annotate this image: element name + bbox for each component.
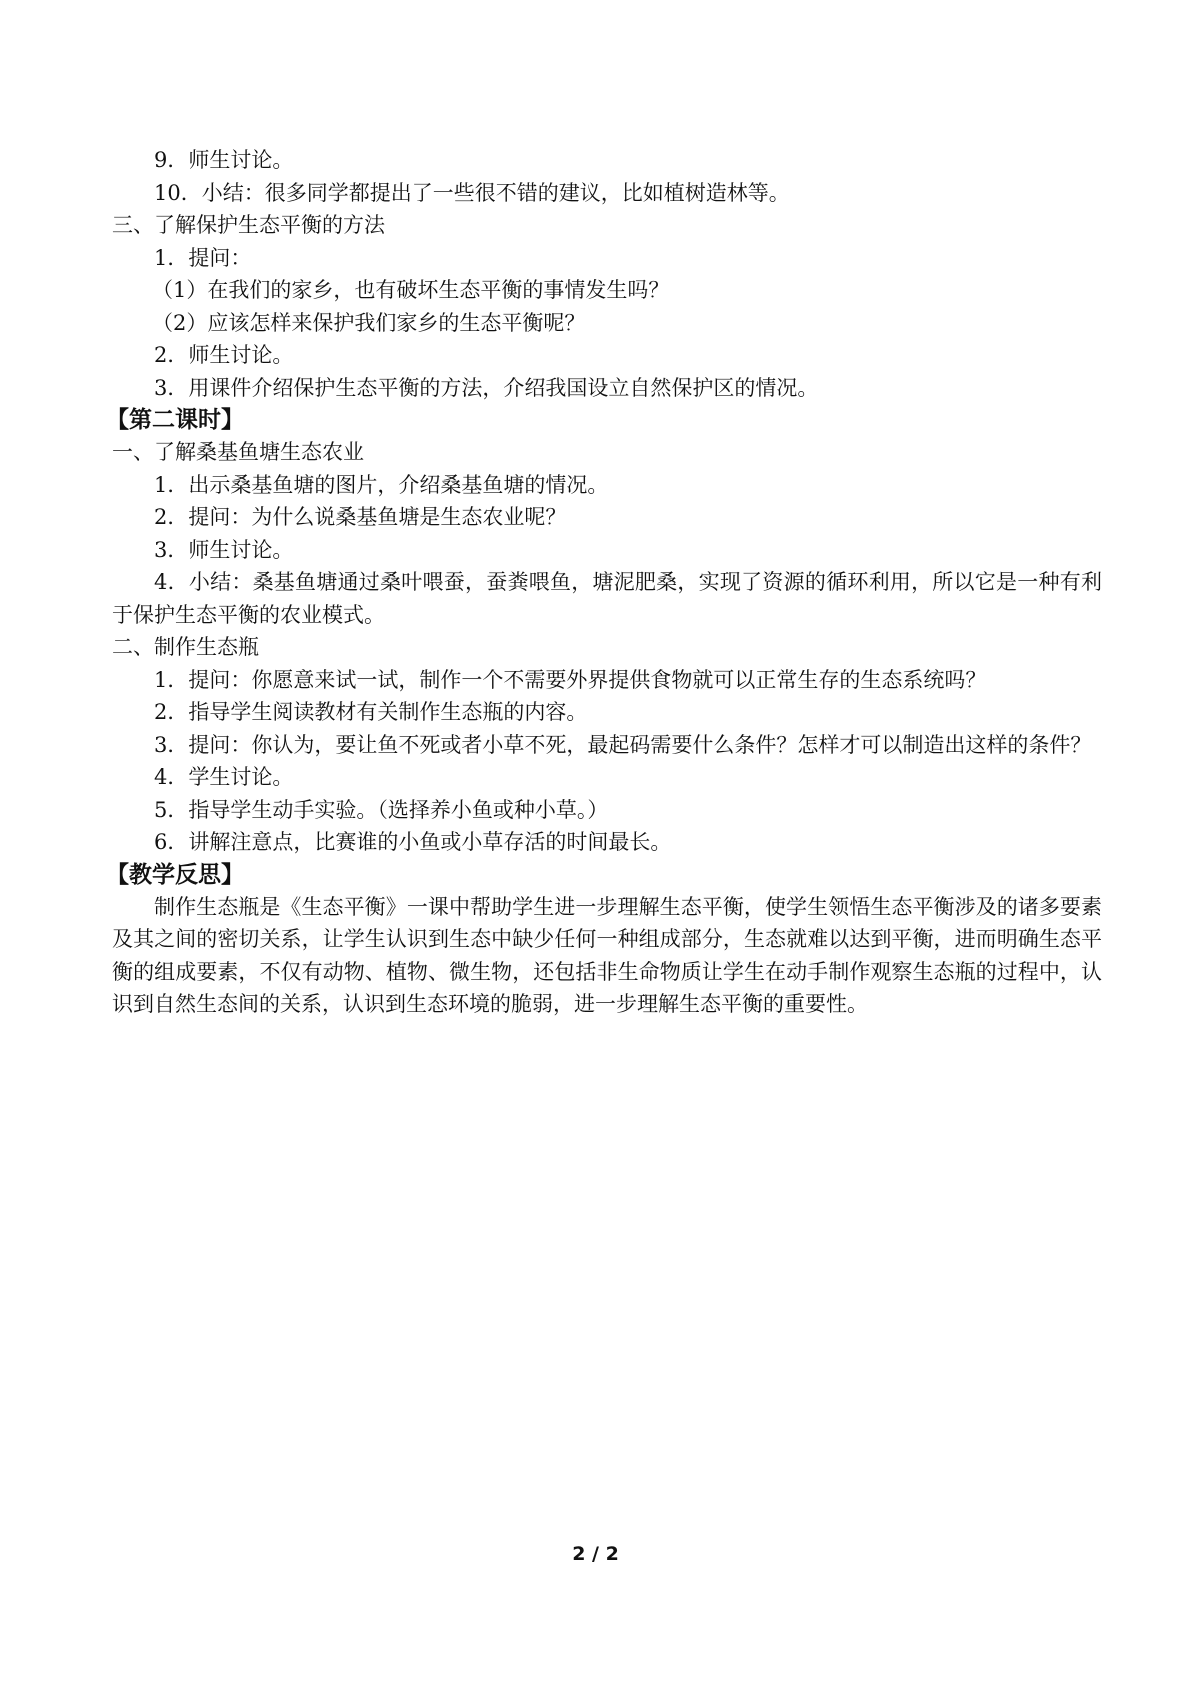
heading-lesson-two: 【第二课时】 <box>106 407 244 433</box>
reflection-paragraph: 制作生态瓶是《生态平衡》一课中帮助学生进一步理解生态平衡，使学生领悟生态平衡涉及的诸多要素及其之间的密切关系，让学生认识到生态中缺少任何一种组成部分，生态就难以达到平衡，进而明确生态平衡的组成要素，不仅有动物、植物、微生物，还包括非生命物质让学生在动手制作观察生态瓶的过程中，认识到自然生态间的关系，认识到生态环境的脆弱，进一步理解生态平衡的重要性。 <box>112 894 1102 1016</box>
list-item: 3．提问：你认为，要让鱼不死或者小草不死，最起码需要什么条件？怎样才可以制造出这样的条件？ <box>154 732 1092 757</box>
list-item: 1．出示桑基鱼塘的图片，介绍桑基鱼塘的情况。 <box>154 472 609 497</box>
section-title: 三、了解保护生态平衡的方法 <box>112 213 385 237</box>
list-item: 3．师生讨论。 <box>154 537 294 562</box>
list-item: 9．师生讨论。 <box>154 148 294 172</box>
list-item: 1．提问： <box>154 245 252 270</box>
list-item: 1．提问：你愿意来试一试，制作一个不需要外界提供食物就可以正常生存的生态系统吗？ <box>154 667 987 692</box>
list-item: 2．师生讨论。 <box>154 343 294 367</box>
document-body <box>106 144 1102 1021</box>
list-item: 2．指导学生阅读教材有关制作生态瓶的内容。 <box>154 700 588 724</box>
list-item: 5．指导学生动手实验。（选择养小鱼或种小草。） <box>154 797 609 822</box>
section-title: 二、制作生态瓶 <box>112 635 259 659</box>
page-number: 2 / 2 <box>572 1543 619 1565</box>
list-item: 3．用课件介绍保护生态平衡的方法，介绍我国设立自然保护区的情况。 <box>154 375 819 400</box>
list-item: 4．小结：桑基鱼塘通过桑叶喂蚕，蚕粪喂鱼，塘泥肥桑，实现了资源的循环利用，所以它是一种有利于保护生态平衡的农业模式。 <box>112 570 1102 627</box>
list-item: 6．讲解注意点，比赛谁的小鱼或小草存活的时间最长。 <box>154 830 672 854</box>
heading-reflection: 【教学反思】 <box>106 861 244 888</box>
list-item: 10．小结：很多同学都提出了一些很不错的建议，比如植树造林等。 <box>154 180 790 205</box>
list-item: 4．学生讨论。 <box>154 765 294 789</box>
section-title: 一、了解桑基鱼塘生态农业 <box>112 440 364 464</box>
sub-question: （2）应该怎样来保护我们家乡的生态平衡呢？ <box>152 310 586 335</box>
list-item: 2．提问：为什么说桑基鱼塘是生态农业呢？ <box>154 505 567 529</box>
sub-question: （1）在我们的家乡，也有破坏生态平衡的事情发生吗？ <box>152 278 670 302</box>
